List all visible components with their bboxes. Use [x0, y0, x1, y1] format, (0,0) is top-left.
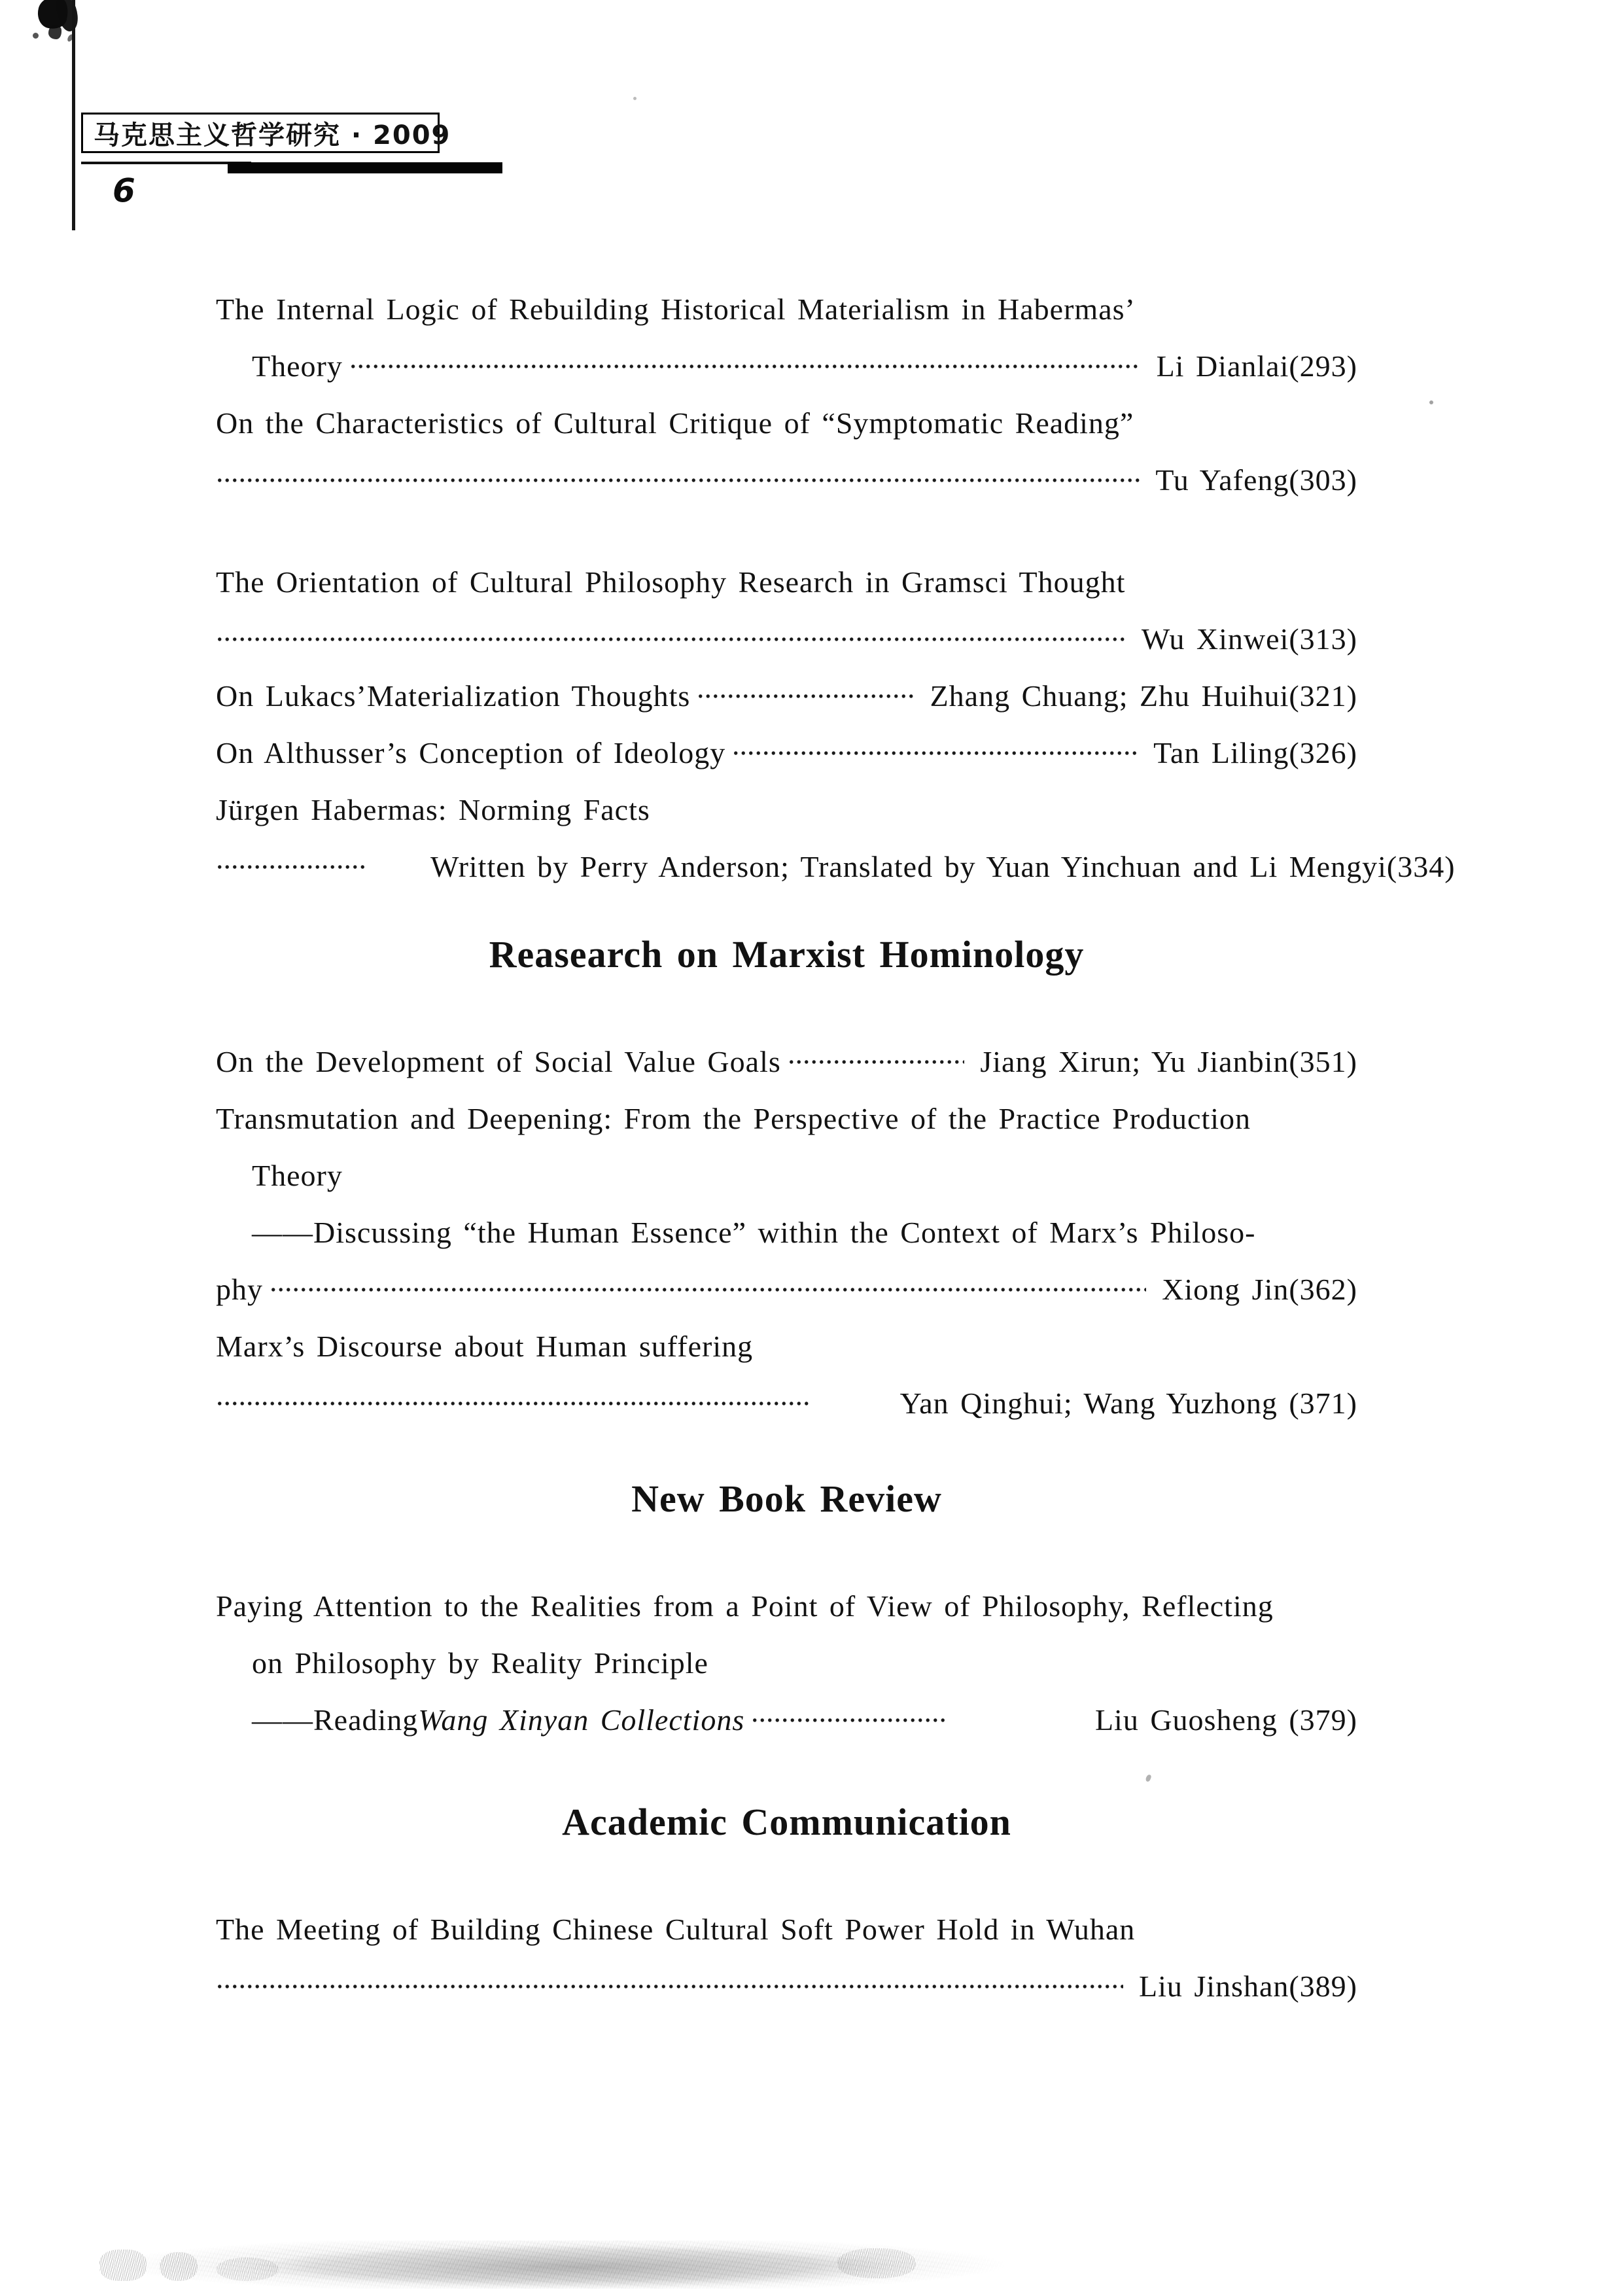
toc-entry-line	[216, 1318, 1357, 1375]
entry-title-continuation: Theory	[252, 349, 343, 383]
entry-author: Written by Perry Anderson; Translated by Yuan Yinchuan and Li Mengyi(334)	[430, 850, 1456, 883]
scan-speck	[1429, 400, 1433, 404]
entry-title: The Orientation of Cultural Philosophy Research in Gramsci Thought	[216, 565, 1126, 599]
dot-leader	[270, 1288, 1146, 1292]
entry-title: Marx’s Discourse about Human suffering	[216, 1330, 754, 1363]
toc-entry-line	[216, 838, 1456, 895]
entry-title-continuation: on Philosophy by Reality Principle	[252, 1646, 708, 1680]
dot-leader	[216, 478, 1140, 482]
scanner-noise-patch	[99, 2250, 147, 2281]
scan-speck	[633, 97, 637, 100]
entry-title: Paying Attention to the Realities from a Point of View of Philosophy, Reflecting	[216, 1589, 1274, 1623]
toc-entry-line	[216, 1691, 1357, 1748]
entry-author: Liu Jinshan(389)	[1138, 1969, 1357, 2003]
ink-blob	[33, 33, 39, 39]
entry-subtitle: ——Discussing “the Human Essence” within the Context of Marx’s Philoso-	[252, 1216, 1256, 1249]
toc-entry-line	[216, 1033, 1357, 1090]
entry-author: Tan Liling(326)	[1153, 736, 1357, 769]
section-heading-academic-communication: Academic Communication	[562, 1801, 1011, 1843]
toc-entry-line	[216, 667, 1357, 724]
header-rule-thick	[228, 162, 502, 173]
spacer	[833, 1402, 884, 1405]
entry-title: On the Characteristics of Cultural Critique of “Symptomatic Reading”	[216, 406, 1134, 440]
toc-entry-line	[216, 281, 1357, 338]
entry-author: Tu Yafeng(303)	[1155, 463, 1357, 497]
table-of-contents	[216, 281, 1456, 2015]
scan-ink-smudge	[26, 0, 105, 67]
toc-entry-line	[216, 395, 1357, 451]
entry-title: On Althusser’s Conception of Ideology	[216, 736, 726, 769]
scanner-noise-patch	[160, 2252, 198, 2281]
dot-leader	[697, 694, 914, 698]
toc-entry-line	[216, 1958, 1357, 2015]
entry-author: Xiong Jin(362)	[1162, 1273, 1357, 1306]
dot-leader	[751, 1718, 947, 1722]
book-title: Wang Xinyan Collections	[418, 1703, 745, 1737]
toc-entry-line	[216, 451, 1357, 508]
entry-author: Zhang Chuang; Zhu Huihui(321)	[930, 679, 1357, 713]
dot-leader	[349, 364, 1141, 368]
entry-title-continuation: Theory	[252, 1159, 343, 1192]
toc-entry-line	[216, 1901, 1357, 1958]
entry-title: On the Development of Social Value Goals	[216, 1045, 781, 1078]
dot-leader	[788, 1060, 965, 1064]
dot-leader	[216, 1985, 1123, 1988]
toc-entry-line	[216, 610, 1357, 667]
entry-author: Yan Qinghui; Wang Yuzhong (371)	[899, 1386, 1357, 1420]
section-heading-marxist-hominology: Reasearch on Marxist Hominology	[489, 933, 1085, 976]
dot-leader	[216, 1402, 811, 1405]
toc-entry-line	[216, 1147, 1357, 1204]
scanner-noise-patch	[216, 2257, 279, 2281]
dot-leader	[732, 751, 1138, 755]
toc-entry-line	[216, 554, 1357, 610]
entry-title: On Lukacs’Materialization Thoughts	[216, 679, 691, 713]
entry-title: Jürgen Habermas: Norming Facts	[216, 793, 650, 826]
page-number: 6	[113, 171, 135, 209]
toc-entry-line	[216, 724, 1357, 781]
section-heading-new-book-review: New Book Review	[631, 1477, 942, 1520]
toc-entry-line	[216, 1261, 1357, 1318]
journal-title-box	[81, 113, 451, 153]
toc-entry-line	[216, 338, 1357, 395]
toc-entry-line	[216, 1090, 1357, 1147]
toc-entry-line	[216, 1578, 1357, 1634]
toc-entry-line	[216, 1634, 1357, 1691]
page-edge-line	[72, 0, 75, 230]
entry-title: Transmutation and Deepening: From the Perspective of the Practice Production	[216, 1102, 1251, 1135]
dot-leader	[216, 865, 366, 869]
spacer	[389, 865, 415, 869]
entry-author: Liu Guosheng (379)	[1094, 1703, 1357, 1737]
entry-author: Jiang Xirun; Yu Jianbin(351)	[980, 1045, 1357, 1078]
entry-author: Wu Xinwei(313)	[1141, 622, 1357, 656]
toc-entry-line	[216, 1375, 1357, 1432]
entry-title: The Meeting of Building Chinese Cultural Soft Power Hold in Wuhan	[216, 1913, 1136, 1946]
entry-author: Li Dianlai(293)	[1156, 349, 1357, 383]
dot-leader	[216, 637, 1126, 641]
entry-subtitle-prefix: ——Reading	[252, 1703, 419, 1737]
ink-blob	[48, 25, 61, 39]
header-rule-thin	[81, 162, 251, 164]
journal-title: 马克思主义哲学研究 · 2009	[94, 120, 451, 150]
toc-entry-line	[216, 781, 1357, 838]
entry-title: The Internal Logic of Rebuilding Historical Materialism in Habermas’	[216, 292, 1136, 326]
entry-title-continuation: phy	[216, 1273, 263, 1306]
toc-entry-line	[216, 1204, 1357, 1261]
scanner-noise-patch	[837, 2248, 916, 2278]
